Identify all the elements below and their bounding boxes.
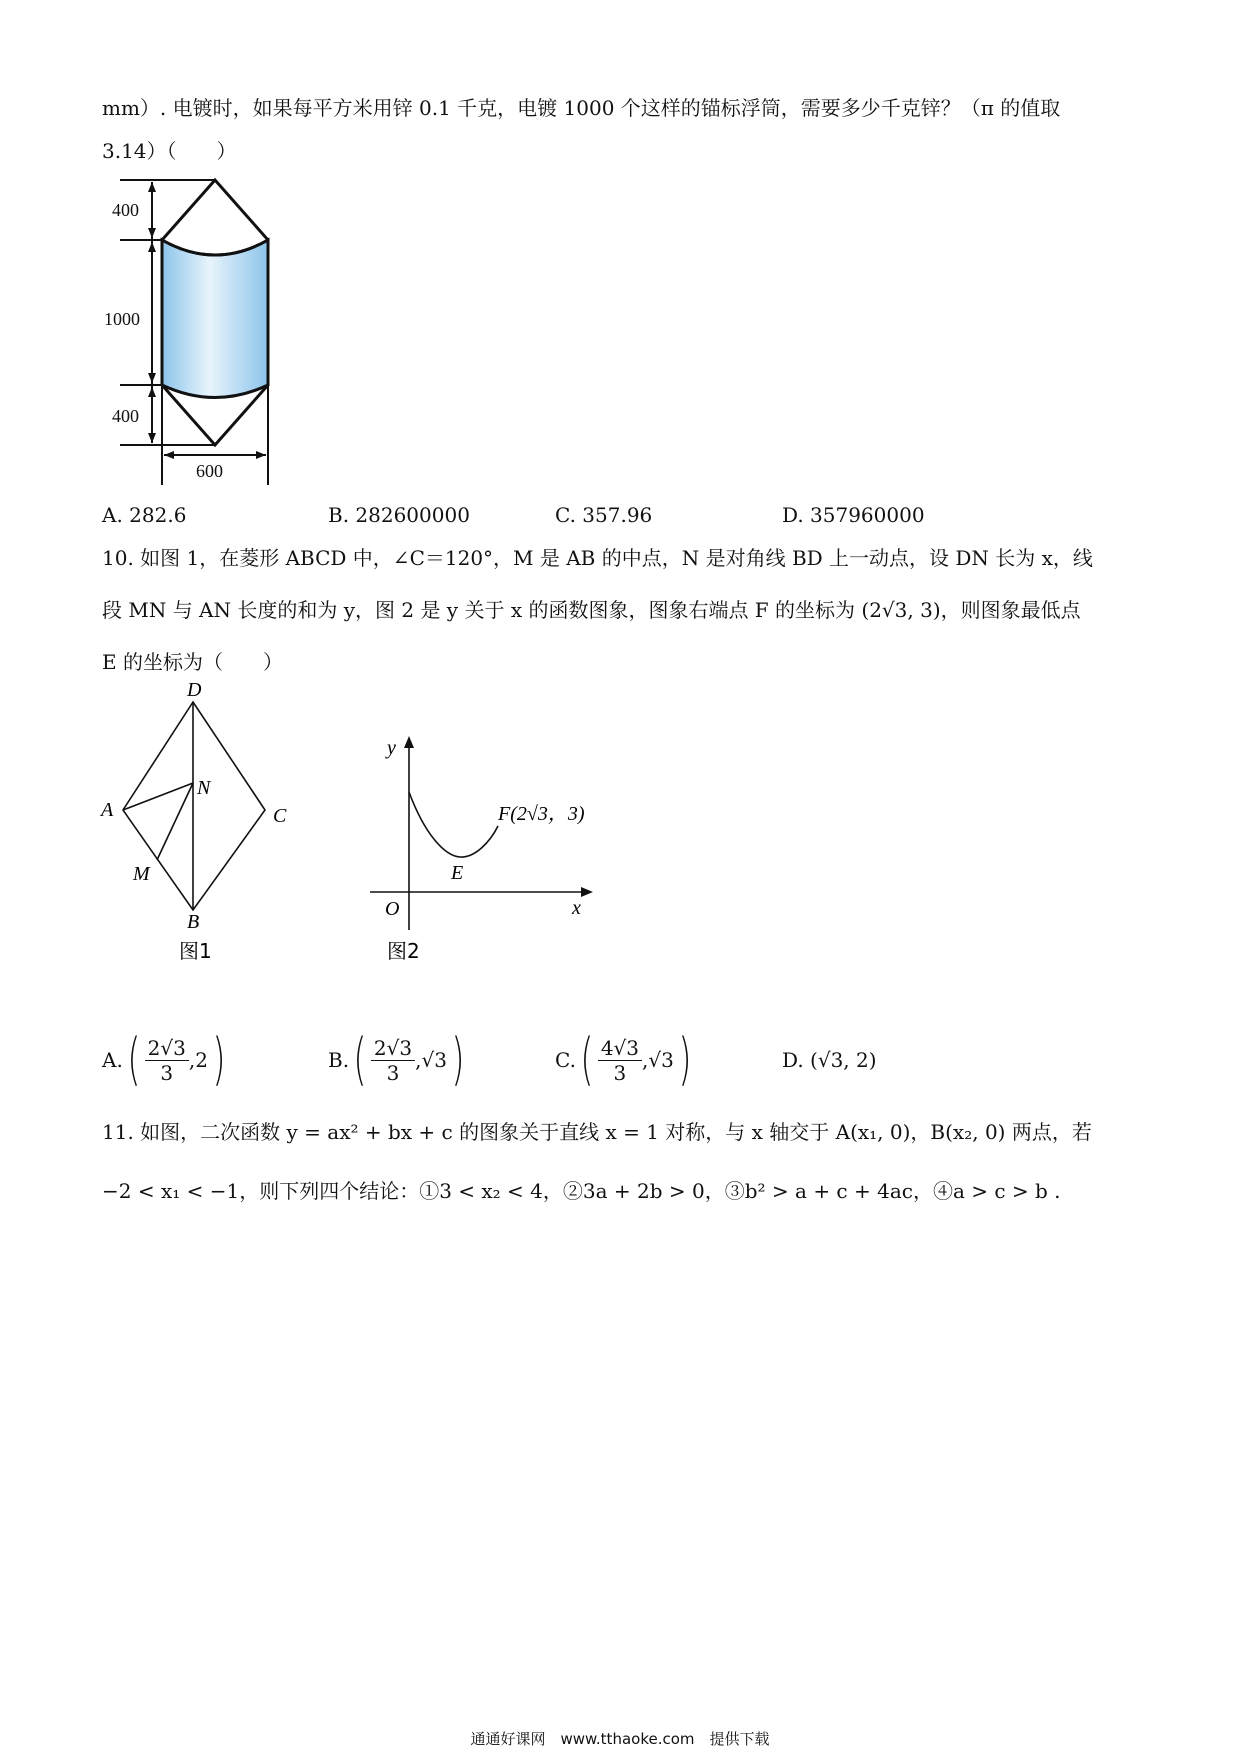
option-a-fraction — [145, 1036, 189, 1085]
q10-figure1-rhombus — [95, 680, 305, 970]
label-D: D — [187, 680, 202, 701]
fig2-caption: 图2 — [387, 939, 420, 963]
function-curve — [409, 792, 498, 857]
cylinder-body — [162, 240, 268, 398]
dim-width-label: 600 — [196, 461, 223, 481]
option-d-text: D. (√3, 2) — [782, 1048, 877, 1072]
q10-text-line2: 段 MN 与 AN 长度的和为 y，图 2 是 y 关于 x 的函数图象，图象右端点 F 的坐标为 (2√3, 3)，则图象最低点 — [102, 598, 1081, 622]
dim-top-label: 400 — [112, 200, 139, 220]
label-A: A — [101, 799, 114, 821]
q11-text-line1: 11. 如图，二次函数 y = ax² + bx + c 的图象关于直线 x = 1 对称，与 x 轴交于 A(x₁, 0)，B(x₂, 0) 两点，若 — [102, 1120, 1092, 1144]
q10-option-a[interactable] — [102, 1027, 230, 1092]
option-b-numerator: 2√3 — [371, 1036, 415, 1061]
left-paren: ( — [127, 1027, 141, 1092]
q10-option-d[interactable] — [782, 1030, 877, 1090]
right-paren: ) — [678, 1027, 692, 1092]
point-E-label: E — [451, 862, 464, 884]
q10-text-line3: E 的坐标为（ ） — [102, 650, 283, 674]
point-F-label: F(2√3，3) — [498, 803, 585, 825]
option-c-label: C. — [555, 1048, 576, 1072]
right-paren: ) — [451, 1027, 465, 1092]
q9-option-d[interactable]: D. 357960000 — [782, 503, 925, 527]
q10-option-b[interactable] — [328, 1027, 469, 1092]
option-c-fraction — [598, 1036, 642, 1085]
option-b-rest: ,√3 — [415, 1048, 447, 1072]
q10-figure2-graph — [365, 730, 605, 970]
option-a-rest: ,2 — [188, 1048, 208, 1072]
option-c-rest: ,√3 — [642, 1048, 674, 1072]
option-b-label: B. — [328, 1048, 350, 1072]
axis-y-label: y — [387, 737, 396, 759]
option-b-fraction — [371, 1036, 415, 1085]
fig1-caption: 图1 — [179, 939, 212, 963]
q9-buoy-figure — [100, 170, 300, 490]
label-N: N — [197, 777, 211, 799]
left-paren: ( — [580, 1027, 594, 1092]
q10-text-line1: 10. 如图 1，在菱形 ABCD 中，∠C＝120°，M 是 AB 的中点，N 是对角线 BD 上一动点，设 DN 长为 x，线 — [102, 546, 1093, 570]
q9-option-c[interactable]: C. 357.96 — [555, 503, 653, 527]
top-cone — [162, 180, 268, 240]
dim-bottom-label: 400 — [112, 406, 139, 426]
q10-option-c[interactable] — [555, 1027, 696, 1092]
label-B: B — [187, 911, 200, 933]
option-c-denominator: 3 — [613, 1060, 627, 1085]
q9-option-b[interactable]: B. 282600000 — [328, 503, 470, 527]
option-a-denominator: 3 — [160, 1060, 174, 1085]
label-C: C — [273, 805, 287, 827]
q9-text-line2: 3.14）（ ） — [102, 139, 237, 163]
label-M: M — [133, 863, 150, 885]
dim-mid-label: 1000 — [104, 309, 140, 329]
q9-option-a[interactable]: A. 282.6 — [102, 503, 187, 527]
axis-x-label: x — [572, 897, 581, 919]
option-c-numerator: 4√3 — [598, 1036, 642, 1061]
left-paren: ( — [353, 1027, 367, 1092]
right-paren: ) — [212, 1027, 226, 1092]
q11-text-line2: −2 < x₁ < −1，则下列四个结论：①3 < x₂ < 4，②3a + 2b > 0，③b² > a + c + 4ac，④a > c > b . — [102, 1179, 1061, 1203]
origin-label: O — [385, 898, 400, 920]
q9-text-line1: mm）. 电镀时，如果每平方米用锌 0.1 千克，电镀 1000 个这样的锚标浮筒，需要多少千克锌？（π 的值取 — [102, 96, 1061, 120]
option-a-numerator: 2√3 — [145, 1036, 189, 1061]
option-b-denominator: 3 — [386, 1060, 400, 1085]
page-footer: 通通好课网 www.tthaoke.com 提供下载 — [470, 1730, 770, 1748]
option-a-label: A. — [102, 1048, 123, 1072]
